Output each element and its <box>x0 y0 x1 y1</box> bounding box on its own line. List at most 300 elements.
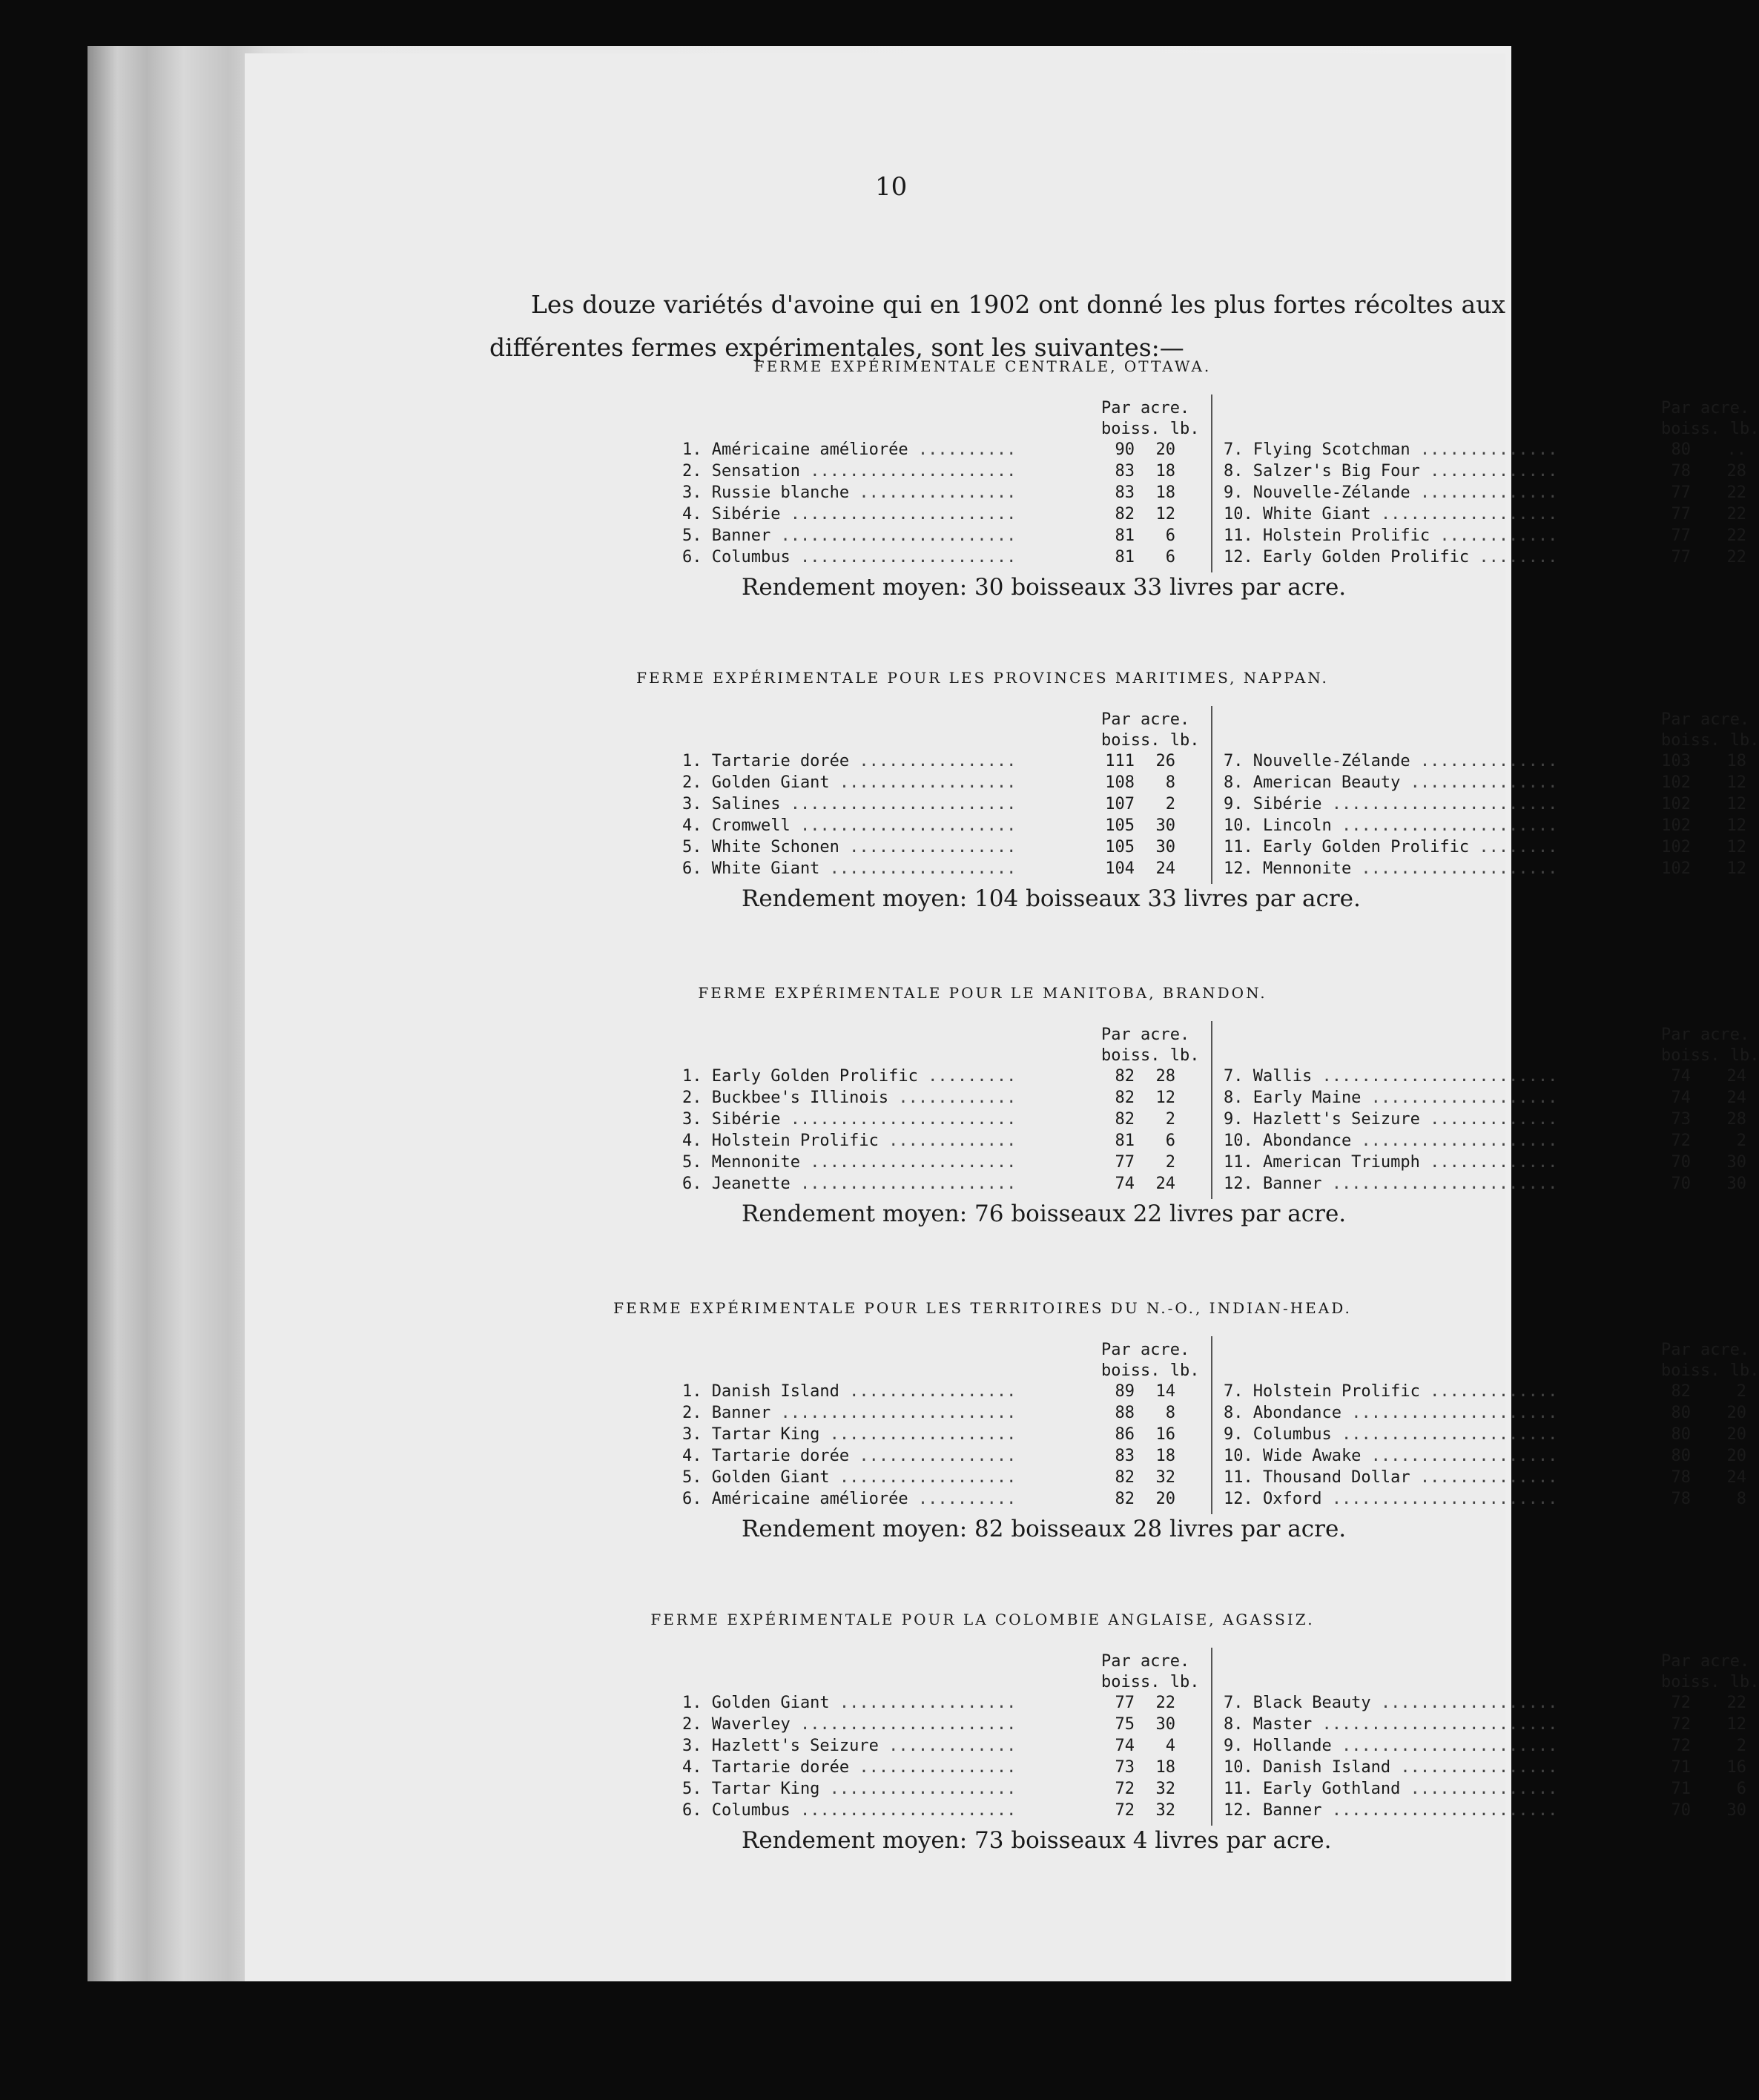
pounds-value: 2 <box>1736 1737 1746 1755</box>
column-divider <box>1211 1336 1212 1514</box>
bushels-value: 72 <box>1671 1132 1691 1150</box>
variety-row <box>682 1110 1201 1131</box>
bushels-value: 82 <box>1671 1382 1691 1401</box>
pounds-value: 4 <box>1165 1737 1175 1755</box>
units-header: boiss. lb. <box>1101 420 1200 438</box>
variety-row <box>1224 795 1746 816</box>
pounds-value: 30 <box>1726 1801 1746 1820</box>
bushels-value: 107 <box>1105 795 1135 813</box>
variety-row <box>1224 1404 1746 1424</box>
bushels-value: 71 <box>1671 1780 1691 1798</box>
bushels-value: 72 <box>1671 1715 1691 1734</box>
variety-name: 12. Oxford ....................... <box>1224 1490 1558 1508</box>
pounds-value: 22 <box>1726 505 1746 524</box>
bushels-value: 105 <box>1105 838 1135 856</box>
pounds-value: 12 <box>1155 505 1175 524</box>
variety-name: 8. Master ........................ <box>1224 1715 1558 1734</box>
leader-dots: ................. <box>839 1382 1017 1401</box>
bushels-value: 78 <box>1671 462 1691 481</box>
leader-dots: ................... <box>819 1780 1017 1798</box>
pounds-value: 18 <box>1155 1758 1175 1777</box>
variety-name: 3. Hazlett's Seizure ............. <box>682 1737 1017 1755</box>
section-title: FERME EXPÉRIMENTALE POUR LES PROVINCES MARITIMES, NAPPAN. <box>636 669 1329 687</box>
bushels-value: 75 <box>1115 1715 1135 1734</box>
variety-row <box>682 1694 1201 1714</box>
pounds-value: 12 <box>1155 1089 1175 1107</box>
leader-dots: .................. <box>829 1468 1017 1487</box>
bushels-value: 82 <box>1115 1468 1135 1487</box>
leader-dots: ............. <box>1419 462 1558 481</box>
leader-dots: ...................... <box>790 1715 1017 1734</box>
bushels-value: 80 <box>1671 1404 1691 1422</box>
bushels-value: 108 <box>1105 773 1135 792</box>
pounds-value: 22 <box>1726 1694 1746 1712</box>
variety-name: 2. Golden Giant .................. <box>682 773 1017 792</box>
variety-name: 8. Abondance ..................... <box>1224 1404 1558 1422</box>
units-header: boiss. lb. <box>1661 420 1759 438</box>
variety-name: 10. Abondance .................... <box>1224 1132 1558 1150</box>
variety-row <box>682 1067 1201 1088</box>
intro-paragraph <box>489 283 1505 369</box>
section-title: FERME EXPÉRIMENTALE POUR LES TERRITOIRES DU N.-O., INDIAN-HEAD. <box>613 1299 1352 1317</box>
bushels-value: 80 <box>1671 1447 1691 1465</box>
variety-row <box>682 505 1201 526</box>
bushels-value: 82 <box>1115 1067 1135 1086</box>
bushels-value: 111 <box>1105 752 1135 770</box>
leader-dots: ...................... <box>790 548 1017 567</box>
variety-row <box>1224 859 1746 880</box>
bushels-value: 82 <box>1115 505 1135 524</box>
variety-name: 1. Golden Giant .................. <box>682 1694 1017 1712</box>
variety-name: 7. Flying Scotchman .............. <box>1224 440 1558 459</box>
pounds-value: 14 <box>1155 1382 1175 1401</box>
bushels-value: 102 <box>1661 838 1691 856</box>
bushels-value: 73 <box>1115 1758 1135 1777</box>
variety-name: 4. Tartarie dorée ................ <box>682 1447 1017 1465</box>
pounds-value: 18 <box>1155 462 1175 481</box>
pounds-value: 28 <box>1726 462 1746 481</box>
pounds-value: 6 <box>1165 526 1175 545</box>
bushels-value: 77 <box>1115 1694 1135 1712</box>
bushels-value: 82 <box>1115 1490 1135 1508</box>
leader-dots: .................. <box>829 1694 1017 1712</box>
leader-dots: .......... <box>908 440 1017 459</box>
units-header: boiss. lb. <box>1101 1361 1200 1380</box>
bushels-value: 105 <box>1105 816 1135 835</box>
variety-row <box>682 1089 1201 1109</box>
leader-dots: ........................ <box>770 1404 1017 1422</box>
variety-row <box>1224 483 1746 504</box>
leader-dots: .................. <box>1370 1694 1558 1712</box>
pounds-value: 16 <box>1726 1758 1746 1777</box>
bushels-value: 74 <box>1115 1737 1135 1755</box>
variety-row <box>682 1132 1201 1152</box>
bushels-value: 72 <box>1115 1801 1135 1820</box>
variety-name: 4. Tartarie dorée ................ <box>682 1758 1017 1777</box>
leader-dots: ...................... <box>1331 1425 1558 1444</box>
variety-row <box>682 1758 1201 1779</box>
pounds-value: .. <box>1726 440 1746 459</box>
pounds-value: 22 <box>1155 1694 1175 1712</box>
pounds-value: 12 <box>1726 816 1746 835</box>
pounds-value: 30 <box>1726 1153 1746 1172</box>
variety-row <box>1224 1715 1746 1736</box>
pounds-value: 32 <box>1155 1801 1175 1820</box>
par-acre-header: Par acre. <box>1101 1341 1190 1359</box>
leader-dots: ........ <box>1469 548 1558 567</box>
bushels-value: 80 <box>1671 440 1691 459</box>
variety-row <box>1224 462 1746 483</box>
bushels-value: 70 <box>1671 1153 1691 1172</box>
bushels-value: 70 <box>1671 1175 1691 1193</box>
variety-row <box>682 816 1201 837</box>
variety-name: 7. Wallis ........................ <box>1224 1067 1558 1086</box>
leader-dots: .............. <box>1410 483 1558 502</box>
variety-row <box>682 440 1201 461</box>
variety-row <box>1224 1490 1746 1510</box>
leader-dots: .......... <box>908 1490 1017 1508</box>
bushels-value: 81 <box>1115 548 1135 567</box>
leader-dots: .................... <box>1351 859 1558 878</box>
variety-row <box>682 752 1201 773</box>
variety-name: 12. Mennonite .................... <box>1224 859 1558 878</box>
leader-dots: ....................... <box>780 505 1017 524</box>
leader-dots: ....................... <box>1321 1801 1558 1820</box>
leader-dots: ........................ <box>1312 1715 1558 1734</box>
leader-dots: ............. <box>1419 1153 1558 1172</box>
leader-dots: .............. <box>1410 440 1558 459</box>
pounds-value: 24 <box>1155 1175 1175 1193</box>
variety-name: 8. Salzer's Big Four ............. <box>1224 462 1558 481</box>
column-divider <box>1211 394 1212 572</box>
variety-name: 8. American Beauty ............... <box>1224 773 1558 792</box>
leader-dots: ................ <box>849 483 1017 502</box>
leader-dots: ................ <box>1390 1758 1558 1777</box>
section-title: FERME EXPÉRIMENTALE POUR LE MANITOBA, BRANDON. <box>698 984 1267 1002</box>
variety-row <box>1224 526 1746 547</box>
variety-row <box>1224 1425 1746 1446</box>
variety-name: 6. Columbus ...................... <box>682 1801 1017 1820</box>
par-acre-header: Par acre. <box>1661 1652 1750 1671</box>
variety-name: 10. Danish Island ................ <box>1224 1758 1558 1777</box>
bushels-value: 70 <box>1671 1801 1691 1820</box>
leader-dots: ............. <box>1419 1382 1558 1401</box>
variety-name: 12. Banner ....................... <box>1224 1175 1558 1193</box>
variety-row <box>682 1425 1201 1446</box>
pounds-value: 22 <box>1726 483 1746 502</box>
variety-name: 6. Columbus ...................... <box>682 548 1017 567</box>
variety-name: 3. Tartar King ................... <box>682 1425 1017 1444</box>
variety-row <box>1224 1175 1746 1195</box>
variety-row <box>1224 1382 1746 1403</box>
column-divider <box>1211 1648 1212 1826</box>
variety-name: 11. American Triumph ............. <box>1224 1153 1558 1172</box>
variety-name: 5. Mennonite ..................... <box>682 1153 1017 1172</box>
variety-row <box>1224 1801 1746 1822</box>
variety-name: 11. Early Golden Prolific ........ <box>1224 838 1558 856</box>
variety-row <box>1224 505 1746 526</box>
bushels-value: 102 <box>1661 859 1691 878</box>
variety-row <box>682 795 1201 816</box>
leader-dots: ....................... <box>780 795 1017 813</box>
pounds-value: 30 <box>1155 816 1175 835</box>
variety-name: 9. Sibérie ....................... <box>1224 795 1558 813</box>
pounds-value: 8 <box>1165 773 1175 792</box>
variety-row <box>1224 1067 1746 1088</box>
variety-row <box>682 548 1201 569</box>
bushels-value: 86 <box>1115 1425 1135 1444</box>
leader-dots: .............. <box>1410 1468 1558 1487</box>
units-header: boiss. lb. <box>1101 1673 1200 1691</box>
pounds-value: 18 <box>1155 483 1175 502</box>
variety-row <box>682 773 1201 794</box>
bushels-value: 73 <box>1671 1110 1691 1129</box>
pounds-value: 18 <box>1726 752 1746 770</box>
variety-name: 10. Lincoln ...................... <box>1224 816 1558 835</box>
leader-dots: ................ <box>849 752 1017 770</box>
par-acre-header: Par acre. <box>1101 710 1190 729</box>
bushels-value: 82 <box>1115 1110 1135 1129</box>
par-acre-header: Par acre. <box>1101 1652 1190 1671</box>
leader-dots: ................ <box>849 1758 1017 1777</box>
leader-dots: ................... <box>1361 1089 1558 1107</box>
variety-row <box>682 526 1201 547</box>
variety-row <box>1224 440 1746 461</box>
bushels-value: 77 <box>1671 505 1691 524</box>
leader-dots: ............... <box>1400 773 1558 792</box>
variety-name: 3. Russie blanche ................ <box>682 483 1017 502</box>
bushels-value: 72 <box>1671 1694 1691 1712</box>
bushels-value: 72 <box>1115 1780 1135 1798</box>
variety-row <box>682 462 1201 483</box>
variety-name: 1. Early Golden Prolific ......... <box>682 1067 1017 1086</box>
pounds-value: 8 <box>1165 1404 1175 1422</box>
leader-dots: ....................... <box>1321 795 1558 813</box>
leader-dots: ................... <box>819 1425 1017 1444</box>
average-yield: Rendement moyen: 30 boisseaux 33 livres par acre. <box>742 574 1347 601</box>
variety-row <box>682 483 1201 504</box>
variety-row <box>1224 1694 1746 1714</box>
pounds-value: 6 <box>1165 1132 1175 1150</box>
bushels-value: 77 <box>1671 483 1691 502</box>
pounds-value: 2 <box>1736 1132 1746 1150</box>
variety-row <box>1224 1132 1746 1152</box>
variety-name: 2. Banner ........................ <box>682 1404 1017 1422</box>
pounds-value: 20 <box>1726 1447 1746 1465</box>
leader-dots: ..................... <box>799 462 1017 481</box>
units-header: boiss. lb. <box>1661 1046 1759 1065</box>
variety-name: 10. White Giant .................. <box>1224 505 1558 524</box>
leader-dots: ............ <box>1430 526 1558 545</box>
average-yield: Rendement moyen: 82 boisseaux 28 livres par acre. <box>742 1516 1347 1542</box>
variety-name: 5. Golden Giant .................. <box>682 1468 1017 1487</box>
leader-dots: ........................ <box>1312 1067 1558 1086</box>
variety-name: 6. White Giant ................... <box>682 859 1017 878</box>
par-acre-header: Par acre. <box>1101 1026 1190 1044</box>
bushels-value: 88 <box>1115 1404 1135 1422</box>
variety-name: 9. Nouvelle-Zélande .............. <box>1224 483 1558 502</box>
variety-name: 11. Holstein Prolific ............ <box>1224 526 1558 545</box>
pounds-value: 8 <box>1736 1490 1746 1508</box>
pounds-value: 24 <box>1726 1468 1746 1487</box>
pounds-value: 12 <box>1726 1715 1746 1734</box>
leader-dots: ................ <box>849 1447 1017 1465</box>
pounds-value: 32 <box>1155 1780 1175 1798</box>
bushels-value: 78 <box>1671 1490 1691 1508</box>
variety-name: 4. Holstein Prolific ............. <box>682 1132 1017 1150</box>
variety-name: 5. Banner ........................ <box>682 526 1017 545</box>
variety-name: 2. Waverley ...................... <box>682 1715 1017 1734</box>
bushels-value: 83 <box>1115 483 1135 502</box>
leader-dots: ...................... <box>1331 1737 1558 1755</box>
leader-dots: ............. <box>878 1737 1017 1755</box>
variety-name: 7. Black Beauty .................. <box>1224 1694 1558 1712</box>
column-divider <box>1211 1021 1212 1199</box>
variety-row <box>682 1490 1201 1510</box>
bushels-value: 77 <box>1671 548 1691 567</box>
variety-row <box>682 1404 1201 1424</box>
variety-row <box>1224 1447 1746 1467</box>
pounds-value: 30 <box>1726 1175 1746 1193</box>
leader-dots: ....................... <box>780 1110 1017 1129</box>
leader-dots: ............. <box>878 1132 1017 1150</box>
section-title: FERME EXPÉRIMENTALE POUR LA COLOMBIE ANGLAISE, AGASSIZ. <box>650 1611 1315 1628</box>
bushels-value: 81 <box>1115 526 1135 545</box>
leader-dots: .................. <box>1370 505 1558 524</box>
variety-row <box>682 1468 1201 1489</box>
pounds-value: 12 <box>1726 773 1746 792</box>
variety-name: 10. Wide Awake ................... <box>1224 1447 1558 1465</box>
variety-name: 4. Cromwell ...................... <box>682 816 1017 835</box>
leader-dots: .................... <box>1351 1132 1558 1150</box>
bushels-value: 103 <box>1661 752 1691 770</box>
variety-row <box>1224 548 1746 569</box>
par-acre-header: Par acre. <box>1661 710 1750 729</box>
par-acre-header: Par acre. <box>1661 399 1750 417</box>
section-title: FERME EXPÉRIMENTALE CENTRALE, OTTAWA. <box>753 357 1212 375</box>
variety-row <box>682 1447 1201 1467</box>
variety-row <box>682 1382 1201 1403</box>
par-acre-header: Par acre. <box>1661 1026 1750 1044</box>
bushels-value: 102 <box>1661 773 1691 792</box>
column-divider <box>1211 706 1212 884</box>
pounds-value: 6 <box>1165 548 1175 567</box>
bushels-value: 77 <box>1671 526 1691 545</box>
pounds-value: 28 <box>1726 1110 1746 1129</box>
bushels-value: 78 <box>1671 1468 1691 1487</box>
variety-row <box>1224 1780 1746 1800</box>
bushels-value: 102 <box>1661 816 1691 835</box>
leader-dots: ............. <box>1419 1110 1558 1129</box>
units-header: boiss. lb. <box>1661 731 1759 750</box>
pounds-value: 20 <box>1155 440 1175 459</box>
leader-dots: ...................... <box>790 816 1017 835</box>
leader-dots: ................. <box>839 838 1017 856</box>
bushels-value: 74 <box>1671 1089 1691 1107</box>
leader-dots: ...................... <box>790 1801 1017 1820</box>
variety-row <box>1224 838 1746 859</box>
variety-name: 12. Banner ....................... <box>1224 1801 1558 1820</box>
variety-row <box>1224 1089 1746 1109</box>
pounds-value: 20 <box>1726 1404 1746 1422</box>
pounds-value: 2 <box>1165 795 1175 813</box>
bushels-value: 102 <box>1661 795 1691 813</box>
pounds-value: 12 <box>1726 795 1746 813</box>
variety-name: 3. Salines ....................... <box>682 795 1017 813</box>
average-yield: Rendement moyen: 104 boisseaux 33 livres par acre. <box>742 885 1361 912</box>
pounds-value: 26 <box>1155 752 1175 770</box>
pounds-value: 12 <box>1726 838 1746 856</box>
pounds-value: 22 <box>1726 526 1746 545</box>
pounds-value: 16 <box>1155 1425 1175 1444</box>
variety-name: 6. Jeanette ...................... <box>682 1175 1017 1193</box>
bushels-value: 74 <box>1671 1067 1691 1086</box>
variety-name: 9. Columbus ...................... <box>1224 1425 1558 1444</box>
variety-row <box>1224 773 1746 794</box>
variety-name: 5. Tartar King ................... <box>682 1780 1017 1798</box>
pounds-value: 2 <box>1736 1382 1746 1401</box>
variety-row <box>1224 1758 1746 1779</box>
leader-dots: ........................ <box>770 526 1017 545</box>
pounds-value: 24 <box>1726 1089 1746 1107</box>
pounds-value: 30 <box>1155 838 1175 856</box>
bushels-value: 82 <box>1115 1089 1135 1107</box>
par-acre-header: Par acre. <box>1101 399 1190 417</box>
variety-row <box>682 1801 1201 1822</box>
units-header: boiss. lb. <box>1101 1046 1200 1065</box>
bushels-value: 104 <box>1105 859 1135 878</box>
leader-dots: .................. <box>829 773 1017 792</box>
leader-dots: ...................... <box>1331 816 1558 835</box>
pounds-value: 20 <box>1726 1425 1746 1444</box>
variety-row <box>682 838 1201 859</box>
leader-dots: ........ <box>1469 838 1558 856</box>
variety-row <box>682 1780 1201 1800</box>
pounds-value: 2 <box>1165 1153 1175 1172</box>
variety-row <box>682 1715 1201 1736</box>
variety-name: 9. Hazlett's Seizure ............. <box>1224 1110 1558 1129</box>
units-header: boiss. lb. <box>1101 731 1200 750</box>
leader-dots: ...................... <box>790 1175 1017 1193</box>
variety-row <box>682 859 1201 880</box>
variety-row <box>1224 1737 1746 1757</box>
bushels-value: 77 <box>1115 1153 1135 1172</box>
pounds-value: 12 <box>1726 859 1746 878</box>
leader-dots: ..................... <box>799 1153 1017 1172</box>
bushels-value: 89 <box>1115 1382 1135 1401</box>
leader-dots: ....................... <box>1321 1490 1558 1508</box>
variety-name: 1. Américaine améliorée .......... <box>682 440 1017 459</box>
leader-dots: .............. <box>1410 752 1558 770</box>
page-number: 10 <box>875 172 908 202</box>
bushels-value: 80 <box>1671 1425 1691 1444</box>
variety-name: 3. Sibérie ....................... <box>682 1110 1017 1129</box>
bushels-value: 83 <box>1115 1447 1135 1465</box>
bushels-value: 71 <box>1671 1758 1691 1777</box>
pounds-value: 6 <box>1736 1780 1746 1798</box>
leader-dots: ................... <box>1361 1447 1558 1465</box>
leader-dots: ....................... <box>1321 1175 1558 1193</box>
pounds-value: 2 <box>1165 1110 1175 1129</box>
document-page <box>245 53 1759 1981</box>
variety-row <box>1224 1153 1746 1174</box>
bushels-value: 72 <box>1671 1737 1691 1755</box>
variety-row <box>1224 816 1746 837</box>
pounds-value: 32 <box>1155 1468 1175 1487</box>
variety-name: 1. Danish Island ................. <box>682 1382 1017 1401</box>
variety-name: 4. Sibérie ....................... <box>682 505 1017 524</box>
variety-name: 11. Early Gothland ............... <box>1224 1780 1558 1798</box>
